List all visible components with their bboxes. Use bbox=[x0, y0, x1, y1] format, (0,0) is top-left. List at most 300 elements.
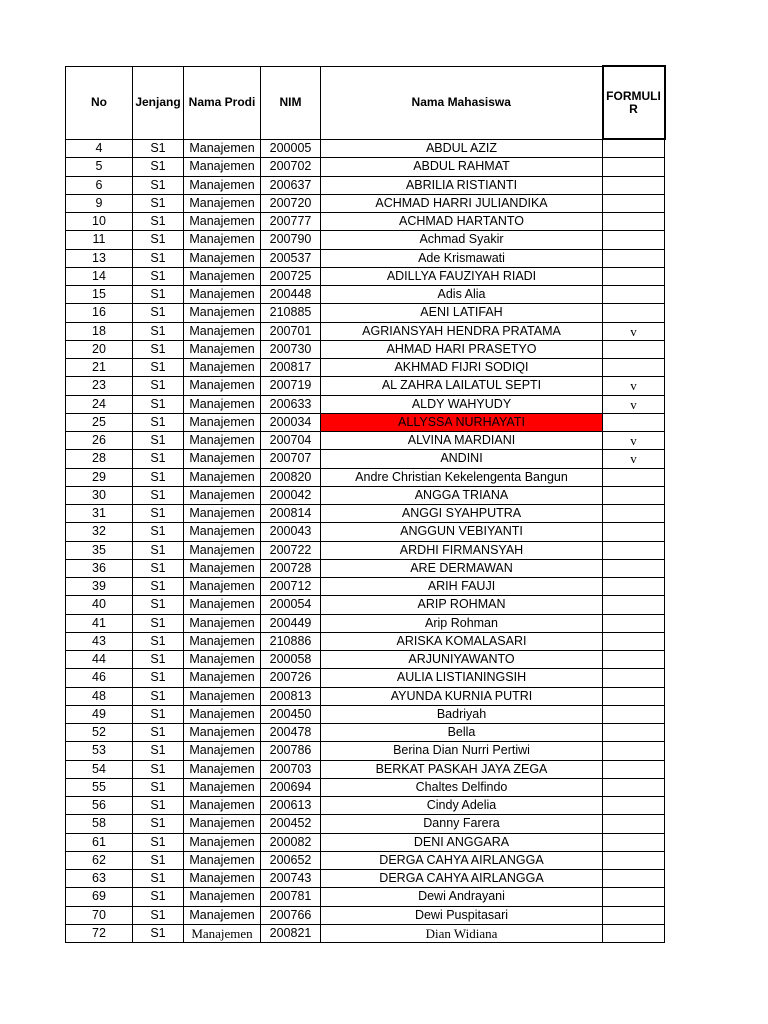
cell-no[interactable]: 63 bbox=[66, 870, 133, 888]
table-row bbox=[66, 888, 665, 906]
cell-no[interactable]: 16 bbox=[66, 304, 133, 322]
cell-jenjang[interactable]: S1 bbox=[133, 669, 184, 687]
cell-nama[interactable]: AL ZAHRA LAILATUL SEPTI bbox=[321, 377, 603, 395]
cell-nama[interactable]: ANGGUN VEBIYANTI bbox=[321, 523, 603, 541]
cell-prodi[interactable]: Manajemen bbox=[184, 724, 261, 742]
cell-no[interactable]: 24 bbox=[66, 395, 133, 413]
cell-prodi[interactable]: Manajemen bbox=[184, 687, 261, 705]
cell-nama[interactable]: ABRILIA RISTIANTI bbox=[321, 176, 603, 194]
cell-formulir[interactable] bbox=[603, 870, 665, 888]
cell-formulir[interactable] bbox=[603, 924, 665, 942]
cell-formulir[interactable] bbox=[603, 851, 665, 869]
cell-jenjang[interactable]: S1 bbox=[133, 523, 184, 541]
cell-jenjang[interactable]: S1 bbox=[133, 815, 184, 833]
cell-no[interactable]: 39 bbox=[66, 578, 133, 596]
cell-formulir[interactable] bbox=[603, 249, 665, 267]
cell-jenjang[interactable]: S1 bbox=[133, 231, 184, 249]
cell-nama[interactable]: ARDHI FIRMANSYAH bbox=[321, 541, 603, 559]
cell-jenjang[interactable]: S1 bbox=[133, 888, 184, 906]
cell-prodi[interactable]: Manajemen bbox=[184, 651, 261, 669]
cell-jenjang[interactable]: S1 bbox=[133, 851, 184, 869]
header-row bbox=[66, 66, 665, 139]
cell-jenjang[interactable]: S1 bbox=[133, 797, 184, 815]
cell-no[interactable]: 29 bbox=[66, 468, 133, 486]
cell-prodi[interactable]: Manajemen bbox=[184, 760, 261, 778]
cell-prodi[interactable]: Manajemen bbox=[184, 778, 261, 796]
table-row bbox=[66, 359, 665, 377]
cell-prodi[interactable]: Manajemen bbox=[184, 468, 261, 486]
cell-nim[interactable]: 200450 bbox=[261, 705, 321, 723]
cell-jenjang[interactable]: S1 bbox=[133, 705, 184, 723]
cell-nama[interactable]: AULIA LISTIANINGSIH bbox=[321, 669, 603, 687]
cell-formulir[interactable] bbox=[603, 176, 665, 194]
cell-no[interactable]: 44 bbox=[66, 651, 133, 669]
cell-nama[interactable]: Dewi Andrayani bbox=[321, 888, 603, 906]
table-row bbox=[66, 870, 665, 888]
cell-nama[interactable]: BERKAT PASKAH JAYA ZEGA bbox=[321, 760, 603, 778]
cell-nama[interactable]: ALDY WAHYUDY bbox=[321, 395, 603, 413]
cell-jenjang[interactable]: S1 bbox=[133, 651, 184, 669]
cell-nama[interactable]: Bella bbox=[321, 724, 603, 742]
cell-formulir[interactable] bbox=[603, 888, 665, 906]
cell-formulir[interactable] bbox=[603, 139, 665, 158]
cell-nama[interactable]: ARIH FAUJI bbox=[321, 578, 603, 596]
cell-nim[interactable]: 200637 bbox=[261, 176, 321, 194]
cell-nim[interactable]: 210886 bbox=[261, 632, 321, 650]
cell-formulir[interactable]: v bbox=[603, 395, 665, 413]
cell-formulir[interactable] bbox=[603, 614, 665, 632]
cell-no[interactable]: 15 bbox=[66, 286, 133, 304]
cell-prodi[interactable]: Manajemen bbox=[184, 559, 261, 577]
cell-nim[interactable]: 200728 bbox=[261, 559, 321, 577]
cell-nama[interactable]: ALVINA MARDIANI bbox=[321, 432, 603, 450]
cell-formulir[interactable] bbox=[603, 158, 665, 176]
cell-nama[interactable]: AYUNDA KURNIA PUTRI bbox=[321, 687, 603, 705]
cell-jenjang[interactable]: S1 bbox=[133, 395, 184, 413]
cell-prodi[interactable]: Manajemen bbox=[184, 139, 261, 158]
cell-nim[interactable]: 200766 bbox=[261, 906, 321, 924]
cell-no[interactable]: 43 bbox=[66, 632, 133, 650]
cell-prodi[interactable]: Manajemen bbox=[184, 486, 261, 504]
cell-no[interactable]: 48 bbox=[66, 687, 133, 705]
table-row bbox=[66, 906, 665, 924]
cell-formulir[interactable] bbox=[603, 778, 665, 796]
cell-nama[interactable]: AHMAD HARI PRASETYO bbox=[321, 340, 603, 358]
cell-jenjang[interactable]: S1 bbox=[133, 468, 184, 486]
cell-nim[interactable]: 200722 bbox=[261, 541, 321, 559]
cell-nama[interactable]: Berina Dian Nurri Pertiwi bbox=[321, 742, 603, 760]
header-formulir[interactable]: FORMULI R bbox=[603, 66, 665, 139]
cell-prodi[interactable]: Manajemen bbox=[184, 413, 261, 431]
cell-prodi[interactable]: Manajemen bbox=[184, 395, 261, 413]
table-row bbox=[66, 505, 665, 523]
cell-nama[interactable]: ARE DERMAWAN bbox=[321, 559, 603, 577]
cell-prodi[interactable]: Manajemen bbox=[184, 505, 261, 523]
cell-formulir[interactable]: v bbox=[603, 450, 665, 468]
cell-nama[interactable]: Danny Farera bbox=[321, 815, 603, 833]
cell-prodi[interactable]: Manajemen bbox=[184, 742, 261, 760]
cell-jenjang[interactable]: S1 bbox=[133, 176, 184, 194]
cell-prodi[interactable]: Manajemen bbox=[184, 304, 261, 322]
cell-prodi[interactable]: Manajemen bbox=[184, 541, 261, 559]
cell-nim[interactable]: 200820 bbox=[261, 468, 321, 486]
cell-nim[interactable]: 200452 bbox=[261, 815, 321, 833]
cell-formulir[interactable] bbox=[603, 724, 665, 742]
table-row bbox=[66, 596, 665, 614]
table-row bbox=[66, 304, 665, 322]
cell-no[interactable]: 49 bbox=[66, 705, 133, 723]
cell-nama[interactable]: ACHMAD HARRI JULIANDIKA bbox=[321, 194, 603, 212]
cell-prodi[interactable]: Manajemen bbox=[184, 377, 261, 395]
cell-nim[interactable]: 200613 bbox=[261, 797, 321, 815]
cell-no[interactable]: 14 bbox=[66, 267, 133, 285]
cell-no[interactable]: 26 bbox=[66, 432, 133, 450]
cell-prodi[interactable]: Manajemen bbox=[184, 359, 261, 377]
table-row bbox=[66, 450, 665, 468]
cell-jenjang[interactable]: S1 bbox=[133, 304, 184, 322]
cell-nim[interactable]: 200694 bbox=[261, 778, 321, 796]
cell-formulir[interactable] bbox=[603, 797, 665, 815]
cell-formulir[interactable]: v bbox=[603, 432, 665, 450]
cell-nim[interactable]: 200777 bbox=[261, 213, 321, 231]
cell-prodi[interactable]: Manajemen bbox=[184, 213, 261, 231]
cell-formulir[interactable] bbox=[603, 559, 665, 577]
table-row bbox=[66, 377, 665, 395]
cell-jenjang[interactable]: S1 bbox=[133, 687, 184, 705]
cell-prodi[interactable]: Manajemen bbox=[184, 340, 261, 358]
spreadsheet bbox=[65, 65, 666, 943]
header-nim[interactable]: NIM bbox=[261, 66, 321, 139]
cell-jenjang[interactable]: S1 bbox=[133, 632, 184, 650]
cell-jenjang[interactable]: S1 bbox=[133, 541, 184, 559]
cell-nim[interactable]: 200042 bbox=[261, 486, 321, 504]
cell-nim[interactable]: 200712 bbox=[261, 578, 321, 596]
cell-jenjang[interactable]: S1 bbox=[133, 267, 184, 285]
table-row bbox=[66, 742, 665, 760]
cell-formulir[interactable] bbox=[603, 286, 665, 304]
cell-nim[interactable]: 200703 bbox=[261, 760, 321, 778]
cell-jenjang[interactable]: S1 bbox=[133, 578, 184, 596]
cell-jenjang[interactable]: S1 bbox=[133, 724, 184, 742]
cell-prodi[interactable]: Manajemen bbox=[184, 450, 261, 468]
table-row bbox=[66, 687, 665, 705]
cell-no[interactable]: 9 bbox=[66, 194, 133, 212]
cell-no[interactable]: 32 bbox=[66, 523, 133, 541]
cell-formulir[interactable] bbox=[603, 231, 665, 249]
cell-formulir[interactable] bbox=[603, 486, 665, 504]
cell-jenjang[interactable]: S1 bbox=[133, 194, 184, 212]
cell-nama[interactable]: ARJUNIYAWANTO bbox=[321, 651, 603, 669]
cell-prodi[interactable]: Manajemen bbox=[184, 669, 261, 687]
cell-no[interactable]: 6 bbox=[66, 176, 133, 194]
cell-nama[interactable]: AGRIANSYAH HENDRA PRATAMA bbox=[321, 322, 603, 340]
table-row bbox=[66, 340, 665, 358]
cell-nim[interactable]: 200781 bbox=[261, 888, 321, 906]
cell-formulir[interactable] bbox=[603, 213, 665, 231]
cell-nama[interactable]: Adis Alia bbox=[321, 286, 603, 304]
cell-nama[interactable]: ARIP ROHMAN bbox=[321, 596, 603, 614]
table-row bbox=[66, 924, 665, 942]
cell-nama[interactable]: Badriyah bbox=[321, 705, 603, 723]
cell-formulir[interactable] bbox=[603, 906, 665, 924]
cell-no[interactable]: 25 bbox=[66, 413, 133, 431]
cell-prodi[interactable]: Manajemen bbox=[184, 870, 261, 888]
cell-jenjang[interactable]: S1 bbox=[133, 742, 184, 760]
cell-nim[interactable]: 200786 bbox=[261, 742, 321, 760]
cell-formulir[interactable] bbox=[603, 194, 665, 212]
cell-nama[interactable]: ALLYSSA NURHAYATI bbox=[321, 413, 603, 431]
cell-jenjang[interactable]: S1 bbox=[133, 450, 184, 468]
cell-jenjang[interactable]: S1 bbox=[133, 559, 184, 577]
cell-prodi[interactable]: Manajemen bbox=[184, 231, 261, 249]
cell-nama[interactable]: ANGGI SYAHPUTRA bbox=[321, 505, 603, 523]
cell-jenjang[interactable]: S1 bbox=[133, 760, 184, 778]
table-row bbox=[66, 413, 665, 431]
cell-jenjang[interactable]: S1 bbox=[133, 870, 184, 888]
table-row bbox=[66, 231, 665, 249]
cell-formulir[interactable]: v bbox=[603, 377, 665, 395]
cell-no[interactable]: 13 bbox=[66, 249, 133, 267]
cell-nim[interactable]: 200054 bbox=[261, 596, 321, 614]
cell-jenjang[interactable]: S1 bbox=[133, 924, 184, 942]
cell-nama[interactable]: DENI ANGGARA bbox=[321, 833, 603, 851]
cell-nama[interactable]: AENI LATIFAH bbox=[321, 304, 603, 322]
cell-nama[interactable]: Ade Krismawati bbox=[321, 249, 603, 267]
cell-formulir[interactable] bbox=[603, 304, 665, 322]
cell-no[interactable]: 55 bbox=[66, 778, 133, 796]
cell-jenjang[interactable]: S1 bbox=[133, 614, 184, 632]
cell-jenjang[interactable]: S1 bbox=[133, 213, 184, 231]
cell-jenjang[interactable]: S1 bbox=[133, 833, 184, 851]
header-prodi[interactable]: Nama Prodi bbox=[184, 66, 261, 139]
cell-nama[interactable]: ADILLYA FAUZIYAH RIADI bbox=[321, 267, 603, 285]
cell-jenjang[interactable]: S1 bbox=[133, 340, 184, 358]
cell-nim[interactable]: 200813 bbox=[261, 687, 321, 705]
cell-jenjang[interactable]: S1 bbox=[133, 249, 184, 267]
cell-nama[interactable]: Dian Widiana bbox=[321, 924, 603, 942]
cell-no[interactable]: 53 bbox=[66, 742, 133, 760]
cell-formulir[interactable] bbox=[603, 523, 665, 541]
cell-no[interactable]: 41 bbox=[66, 614, 133, 632]
cell-nim[interactable]: 200704 bbox=[261, 432, 321, 450]
cell-nama[interactable]: Cindy Adelia bbox=[321, 797, 603, 815]
cell-no[interactable]: 5 bbox=[66, 158, 133, 176]
cell-prodi[interactable]: Manajemen bbox=[184, 523, 261, 541]
cell-nama[interactable]: DERGA CAHYA AIRLANGGA bbox=[321, 851, 603, 869]
cell-no[interactable]: 20 bbox=[66, 340, 133, 358]
cell-nim[interactable]: 200790 bbox=[261, 231, 321, 249]
cell-formulir[interactable] bbox=[603, 505, 665, 523]
cell-prodi[interactable]: Manajemen bbox=[184, 906, 261, 924]
cell-nama[interactable]: ANDINI bbox=[321, 450, 603, 468]
table-row bbox=[66, 432, 665, 450]
cell-no[interactable]: 18 bbox=[66, 322, 133, 340]
cell-jenjang[interactable]: S1 bbox=[133, 139, 184, 158]
cell-nim[interactable]: 210885 bbox=[261, 304, 321, 322]
table-row bbox=[66, 286, 665, 304]
cell-formulir[interactable] bbox=[603, 359, 665, 377]
cell-prodi[interactable]: Manajemen bbox=[184, 596, 261, 614]
cell-no[interactable]: 69 bbox=[66, 888, 133, 906]
cell-no[interactable]: 58 bbox=[66, 815, 133, 833]
cell-no[interactable]: 62 bbox=[66, 851, 133, 869]
cell-prodi[interactable]: Manajemen bbox=[184, 614, 261, 632]
cell-formulir[interactable] bbox=[603, 267, 665, 285]
cell-formulir[interactable] bbox=[603, 596, 665, 614]
cell-nim[interactable]: 200448 bbox=[261, 286, 321, 304]
cell-no[interactable]: 52 bbox=[66, 724, 133, 742]
cell-jenjang[interactable]: S1 bbox=[133, 432, 184, 450]
cell-nim[interactable]: 200814 bbox=[261, 505, 321, 523]
cell-nim[interactable]: 200701 bbox=[261, 322, 321, 340]
cell-nama[interactable]: DERGA CAHYA AIRLANGGA bbox=[321, 870, 603, 888]
cell-no[interactable]: 10 bbox=[66, 213, 133, 231]
header-nama[interactable]: Nama Mahasiswa bbox=[321, 66, 603, 139]
cell-prodi[interactable]: Manajemen bbox=[184, 797, 261, 815]
cell-formulir[interactable] bbox=[603, 651, 665, 669]
cell-no[interactable]: 72 bbox=[66, 924, 133, 942]
table-row bbox=[66, 705, 665, 723]
cell-nim[interactable]: 200034 bbox=[261, 413, 321, 431]
cell-no[interactable]: 11 bbox=[66, 231, 133, 249]
cell-prodi[interactable]: Manajemen bbox=[184, 267, 261, 285]
cell-formulir[interactable] bbox=[603, 687, 665, 705]
cell-jenjang[interactable]: S1 bbox=[133, 505, 184, 523]
cell-nim[interactable]: 200652 bbox=[261, 851, 321, 869]
cell-jenjang[interactable]: S1 bbox=[133, 778, 184, 796]
cell-nim[interactable]: 200058 bbox=[261, 651, 321, 669]
header-jenjang[interactable]: Jenjang bbox=[133, 66, 184, 139]
cell-nama[interactable]: ABDUL AZIZ bbox=[321, 139, 603, 158]
cell-prodi[interactable]: Manajemen bbox=[184, 432, 261, 450]
cell-nama[interactable]: Andre Christian Kekelengenta Bangun bbox=[321, 468, 603, 486]
table-row bbox=[66, 468, 665, 486]
cell-nama[interactable]: ARISKA KOMALASARI bbox=[321, 632, 603, 650]
cell-jenjang[interactable]: S1 bbox=[133, 158, 184, 176]
cell-no[interactable]: 28 bbox=[66, 450, 133, 468]
cell-formulir[interactable]: v bbox=[603, 322, 665, 340]
cell-no[interactable]: 46 bbox=[66, 669, 133, 687]
cell-nim[interactable]: 200720 bbox=[261, 194, 321, 212]
cell-jenjang[interactable]: S1 bbox=[133, 413, 184, 431]
cell-formulir[interactable] bbox=[603, 578, 665, 596]
cell-nama[interactable]: Chaltes Delfindo bbox=[321, 778, 603, 796]
cell-formulir[interactable] bbox=[603, 340, 665, 358]
cell-prodi[interactable]: Manajemen bbox=[184, 194, 261, 212]
cell-formulir[interactable] bbox=[603, 742, 665, 760]
cell-formulir[interactable] bbox=[603, 815, 665, 833]
cell-formulir[interactable] bbox=[603, 632, 665, 650]
cell-prodi[interactable]: Manajemen bbox=[184, 833, 261, 851]
cell-nim[interactable]: 200817 bbox=[261, 359, 321, 377]
cell-nim[interactable]: 200478 bbox=[261, 724, 321, 742]
cell-prodi[interactable]: Manajemen bbox=[184, 176, 261, 194]
cell-nim[interactable]: 200719 bbox=[261, 377, 321, 395]
cell-prodi[interactable]: Manajemen bbox=[184, 578, 261, 596]
cell-nim[interactable]: 200537 bbox=[261, 249, 321, 267]
cell-formulir[interactable] bbox=[603, 413, 665, 431]
cell-prodi[interactable]: Manajemen bbox=[184, 815, 261, 833]
cell-jenjang[interactable]: S1 bbox=[133, 322, 184, 340]
cell-no[interactable]: 4 bbox=[66, 139, 133, 158]
cell-nim[interactable]: 200043 bbox=[261, 523, 321, 541]
cell-nama[interactable]: ABDUL RAHMAT bbox=[321, 158, 603, 176]
student-table bbox=[65, 65, 666, 943]
cell-no[interactable]: 35 bbox=[66, 541, 133, 559]
header-no[interactable]: No bbox=[66, 66, 133, 139]
cell-no[interactable]: 21 bbox=[66, 359, 133, 377]
table-row bbox=[66, 797, 665, 815]
table-row bbox=[66, 139, 665, 158]
cell-nim[interactable]: 200005 bbox=[261, 139, 321, 158]
cell-formulir[interactable] bbox=[603, 541, 665, 559]
cell-prodi[interactable]: Manajemen bbox=[184, 851, 261, 869]
cell-nim[interactable]: 200743 bbox=[261, 870, 321, 888]
cell-jenjang[interactable]: S1 bbox=[133, 906, 184, 924]
cell-no[interactable]: 31 bbox=[66, 505, 133, 523]
cell-formulir[interactable] bbox=[603, 468, 665, 486]
cell-prodi[interactable]: Manajemen bbox=[184, 286, 261, 304]
table-row bbox=[66, 724, 665, 742]
cell-no[interactable]: 23 bbox=[66, 377, 133, 395]
table-row bbox=[66, 778, 665, 796]
cell-nama[interactable]: ANGGA TRIANA bbox=[321, 486, 603, 504]
cell-nama[interactable]: Achmad Syakir bbox=[321, 231, 603, 249]
cell-nim[interactable]: 200082 bbox=[261, 833, 321, 851]
cell-nama[interactable]: ACHMAD HARTANTO bbox=[321, 213, 603, 231]
cell-nim[interactable]: 200730 bbox=[261, 340, 321, 358]
cell-nim[interactable]: 200707 bbox=[261, 450, 321, 468]
cell-nim[interactable]: 200633 bbox=[261, 395, 321, 413]
cell-no[interactable]: 40 bbox=[66, 596, 133, 614]
cell-nim[interactable]: 200821 bbox=[261, 924, 321, 942]
cell-prodi[interactable]: Manajemen bbox=[184, 158, 261, 176]
cell-prodi[interactable]: Manajemen bbox=[184, 705, 261, 723]
cell-nim[interactable]: 200449 bbox=[261, 614, 321, 632]
cell-nama[interactable]: Arip Rohman bbox=[321, 614, 603, 632]
cell-nim[interactable]: 200725 bbox=[261, 267, 321, 285]
cell-prodi[interactable]: Manajemen bbox=[184, 322, 261, 340]
cell-nama[interactable]: Dewi Puspitasari bbox=[321, 906, 603, 924]
cell-nim[interactable]: 200702 bbox=[261, 158, 321, 176]
cell-jenjang[interactable]: S1 bbox=[133, 286, 184, 304]
cell-no[interactable]: 70 bbox=[66, 906, 133, 924]
cell-no[interactable]: 61 bbox=[66, 833, 133, 851]
cell-prodi[interactable]: Manajemen bbox=[184, 924, 261, 942]
table-row bbox=[66, 322, 665, 340]
cell-no[interactable]: 56 bbox=[66, 797, 133, 815]
cell-no[interactable]: 30 bbox=[66, 486, 133, 504]
cell-jenjang[interactable]: S1 bbox=[133, 377, 184, 395]
cell-nim[interactable]: 200726 bbox=[261, 669, 321, 687]
cell-nama[interactable]: AKHMAD FIJRI SODIQI bbox=[321, 359, 603, 377]
cell-jenjang[interactable]: S1 bbox=[133, 359, 184, 377]
cell-formulir[interactable] bbox=[603, 705, 665, 723]
cell-prodi[interactable]: Manajemen bbox=[184, 249, 261, 267]
cell-formulir[interactable] bbox=[603, 760, 665, 778]
cell-no[interactable]: 36 bbox=[66, 559, 133, 577]
cell-jenjang[interactable]: S1 bbox=[133, 486, 184, 504]
cell-formulir[interactable] bbox=[603, 669, 665, 687]
table-row bbox=[66, 559, 665, 577]
table-row bbox=[66, 523, 665, 541]
table-row bbox=[66, 213, 665, 231]
cell-prodi[interactable]: Manajemen bbox=[184, 888, 261, 906]
cell-formulir[interactable] bbox=[603, 833, 665, 851]
cell-prodi[interactable]: Manajemen bbox=[184, 632, 261, 650]
cell-jenjang[interactable]: S1 bbox=[133, 596, 184, 614]
cell-no[interactable]: 54 bbox=[66, 760, 133, 778]
